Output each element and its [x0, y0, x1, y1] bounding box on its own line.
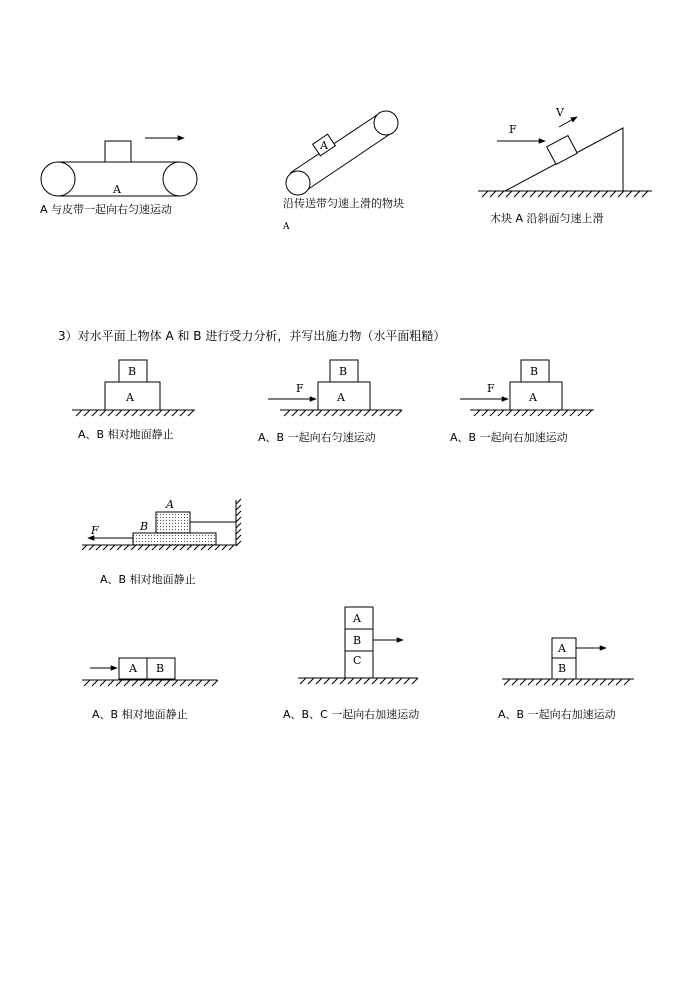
belt-incline-caption: 沿传送带匀速上滑的物块 [283, 197, 404, 210]
belt-incline-diagram [282, 111, 404, 232]
block-on-incline [547, 136, 578, 165]
ground-hatch [84, 680, 218, 686]
upper-pulley [374, 111, 398, 135]
belt-horizontal-diagram [40, 138, 197, 216]
side-blocks-diagram [82, 658, 218, 721]
wall-blocks-top-label: A [166, 498, 174, 511]
stack-accel-caption: A、B 一起向右加速运动 [450, 431, 568, 444]
stack-uniform-diagram [258, 360, 402, 444]
stack-static-top-label: B [128, 365, 137, 378]
triple-label-a: A [353, 612, 361, 625]
stack-uniform-caption: A、B 一起向右匀速运动 [258, 431, 376, 444]
double-stack-caption: A、B 一起向右加速运动 [498, 708, 616, 721]
incline-belt-block-label: A [320, 139, 328, 152]
side-blocks-left-label: A [129, 662, 137, 675]
wall-hatch [236, 499, 241, 546]
triple-stack-diagram [283, 607, 419, 721]
block-a-dotted [156, 512, 190, 533]
ground-hatch [474, 410, 592, 416]
left-pulley [41, 162, 75, 196]
belt-horizontal-caption: A 与皮带一起向右匀速运动 [40, 203, 173, 216]
stack-accel-diagram [450, 360, 594, 444]
block-b-dotted [133, 533, 216, 545]
incline-plane-diagram [478, 106, 652, 225]
wall-blocks-diagram [82, 498, 241, 586]
block-on-belt [105, 141, 131, 162]
side-blocks-right-label: B [156, 662, 165, 675]
incline-force-label: F [509, 123, 517, 136]
wall-blocks-bottom-label: B [140, 520, 149, 533]
right-pulley [163, 162, 197, 196]
question3-title: 3）对水平面上物体 A 和 B 进行受力分析，并写出施力物（水平面粗糙） [58, 329, 446, 343]
stack-static-caption: A、B 相对地面静止 [78, 428, 174, 441]
double-stack-diagram [498, 638, 634, 721]
stack-uniform-force-label: F [296, 382, 304, 395]
lower-pulley [286, 171, 310, 195]
incline-belt-top [290, 113, 380, 173]
ground-hatch [504, 679, 630, 685]
stack-accel-bottom-label: A [529, 391, 537, 404]
ground-hatch [76, 410, 194, 416]
stack-uniform-top-label: B [339, 365, 348, 378]
belt-block-label: A [113, 183, 121, 196]
double-label-a: A [558, 642, 566, 655]
side-blocks-caption: A、B 相对地面静止 [92, 708, 188, 721]
wall-blocks-force-label: F [91, 524, 99, 537]
ground-hatch [284, 410, 402, 416]
stack-static-diagram [72, 360, 195, 441]
incline-caption: 木块 A 沿斜面匀速上滑 [490, 212, 604, 225]
stack-uniform-bottom-label: A [337, 391, 345, 404]
stack-static-bottom-label: A [126, 391, 134, 404]
triple-label-c: C [353, 654, 362, 667]
wall-blocks-caption: A、B 相对地面静止 [100, 573, 196, 586]
triple-stack-caption: A、B、C 一起向右加速运动 [283, 708, 420, 721]
stack-accel-force-label: F [487, 382, 495, 395]
incline-ground-hatch [482, 191, 648, 197]
triple-label-b: B [353, 634, 362, 647]
belt-incline-extra-label: A [283, 222, 290, 232]
ground-hatch [300, 678, 418, 684]
double-label-b: B [558, 662, 567, 675]
ground-hatch [82, 545, 234, 550]
stack-accel-top-label: B [530, 365, 539, 378]
incline-velocity-label: V [556, 106, 564, 119]
